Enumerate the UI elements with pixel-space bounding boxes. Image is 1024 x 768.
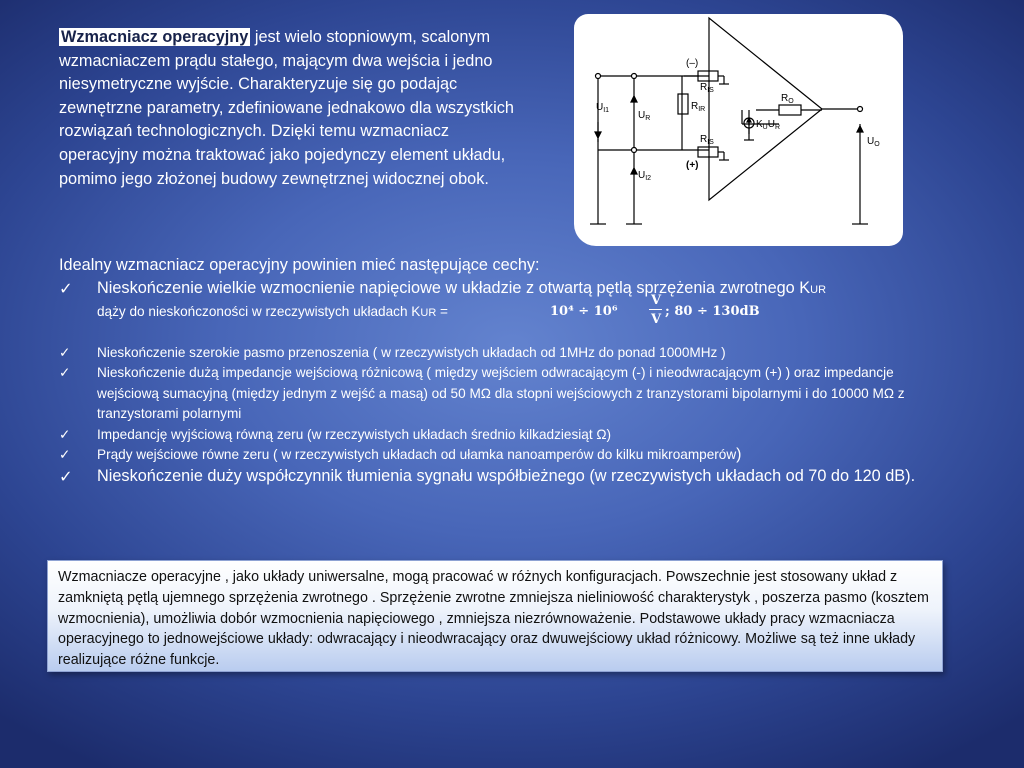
opamp-circuit-diagram [574, 14, 903, 246]
minus-input-label: (–) [686, 58, 699, 69]
feature-gain-text: Nieskończenie wielkie wzmocnienie napięciowe w układzie z otwartą pętlą sprzężenia zwrotnego KUR [97, 279, 827, 297]
formula-numerator: V [651, 293, 662, 308]
resistor-ro [779, 105, 801, 115]
feature-item-input-currents [59, 445, 939, 466]
uo-label: $U_O$ [867, 136, 880, 148]
feature-input-impedance-text: Nieskończenie dużą impedancje wejściową różnicową ( między wejściem odwracającym (-) i nieodwracającym (+) ) oraz impedancje wejściową sumacyjną (między jednym z wejść a masą) od 50 MΩ dla stopni wejściowych z tranzystorami bipolarnymi i do 10000 MΩ z tranzystorami polarnymi [97, 365, 905, 421]
feature-input-currents-text: Prądy wejściowe równe zeru ( w rzeczywistych układach od ułamka nanoamperów do kilku mikroamperów) [97, 446, 742, 463]
resistor-rir [678, 94, 688, 114]
ku-ur-label: $K_UU_R$ [756, 119, 781, 131]
checkmark-icon: ✓ [59, 466, 73, 486]
opamp-schematic [574, 14, 903, 246]
formula-fraction-bar [649, 309, 662, 310]
ideal-features-heading: Idealny wzmacniacz operacyjny powinien mieć następujące cechy: [59, 256, 540, 274]
feature-gain-subtext: dąży do nieskończoności w rzeczywistych układach KUR = [97, 303, 448, 319]
intro-paragraph [59, 26, 514, 191]
intro-term: Wzmacniacz operacyjny [61, 28, 249, 46]
feature-item-input-impedance [59, 363, 939, 425]
plus-input-label: (+) [686, 160, 699, 171]
feature-bandwidth-text: Nieskończenie szerokie pasmo przenoszenia ( w rzeczywistych układach od 1MHz do ponad 1000MHz ) [97, 344, 726, 360]
ui2-label: $U_{I2}$ [638, 170, 652, 182]
checkmark-icon: ✓ [59, 365, 71, 381]
feature-item-gain [59, 278, 939, 323]
feature-cmrr-text: Nieskończenie duży współczynnik tłumienia sygnału współbieżnego (w rzeczywistych układach od 70 do 120 dB). [97, 466, 916, 485]
ris-bottom-label: $R_{IS}$ [700, 134, 714, 146]
rir-label: $R_{IR}$ [691, 101, 706, 113]
checkmark-icon: ✓ [59, 279, 73, 298]
ris-top-label: $R_{IS}$ [700, 82, 714, 94]
checkmark-icon: ✓ [59, 447, 71, 463]
features-list [59, 278, 939, 487]
ui1-label: $U_{I1}$ [596, 102, 610, 114]
intro-text: jest wielo stopniowym, scalonym wzmacniaczem prądu stałego, mającym dwa wejścia i jedno niesymetryczne wyjście. Charakteryzuje się go podając zewnętrzne parametry, zdefiniowane jednakowo dla wszystkich rozwiązań technologicznych. Dzięki temu wzmacniacz operacyjny można traktować jako pojedynczy element układu, pomimo jego złożonej budowy zewnętrznej widocznej obok. [59, 28, 514, 188]
formula-db-range: ; 80 ÷ 130dB [665, 304, 760, 319]
feature-item-output-impedance [59, 425, 939, 446]
checkmark-icon: ✓ [59, 344, 71, 361]
checkmark-icon: ✓ [59, 426, 71, 443]
opamp-triangle [709, 18, 822, 200]
formula-denominator: V [651, 312, 662, 327]
summary-box: Wzmacniacze operacyjne , jako układy uniwersalne, mogą pracować w różnych konfiguracjach. Powszechnie jest stosowany układ z zamkniętą pętlą ujemnego sprzężenia zwrotnego . Sprzężenie zwrotne zmniejsza nieliniowość charakterystyk , poszerza pasmo (kosztem wzmocnienia), umożliwia dobór wzmocnienia napięciowego , zmniejsza niezrównoważenie. Podstawowe układy pracy wzmacniacza operacyjnego to jednowejściowe układy: odwracający i nieodwracający oraz dwuwejściowy układ różnicowy. Możliwe są też inne układy realizujące różne funkcje. [47, 560, 943, 672]
feature-item-cmrr [59, 466, 939, 488]
feature-item-bandwidth [59, 343, 939, 364]
feature-output-impedance-text: Impedancję wyjściową równą zeru (w rzeczywistych układach średnio kilkadziesiąt Ω) [97, 426, 612, 442]
ro-label: $R_O$ [781, 93, 794, 105]
ur-label: $U_R$ [638, 110, 651, 122]
formula-range: 10⁴ ÷ 10⁶ [550, 304, 618, 319]
resistor-ris-bottom [698, 147, 718, 157]
